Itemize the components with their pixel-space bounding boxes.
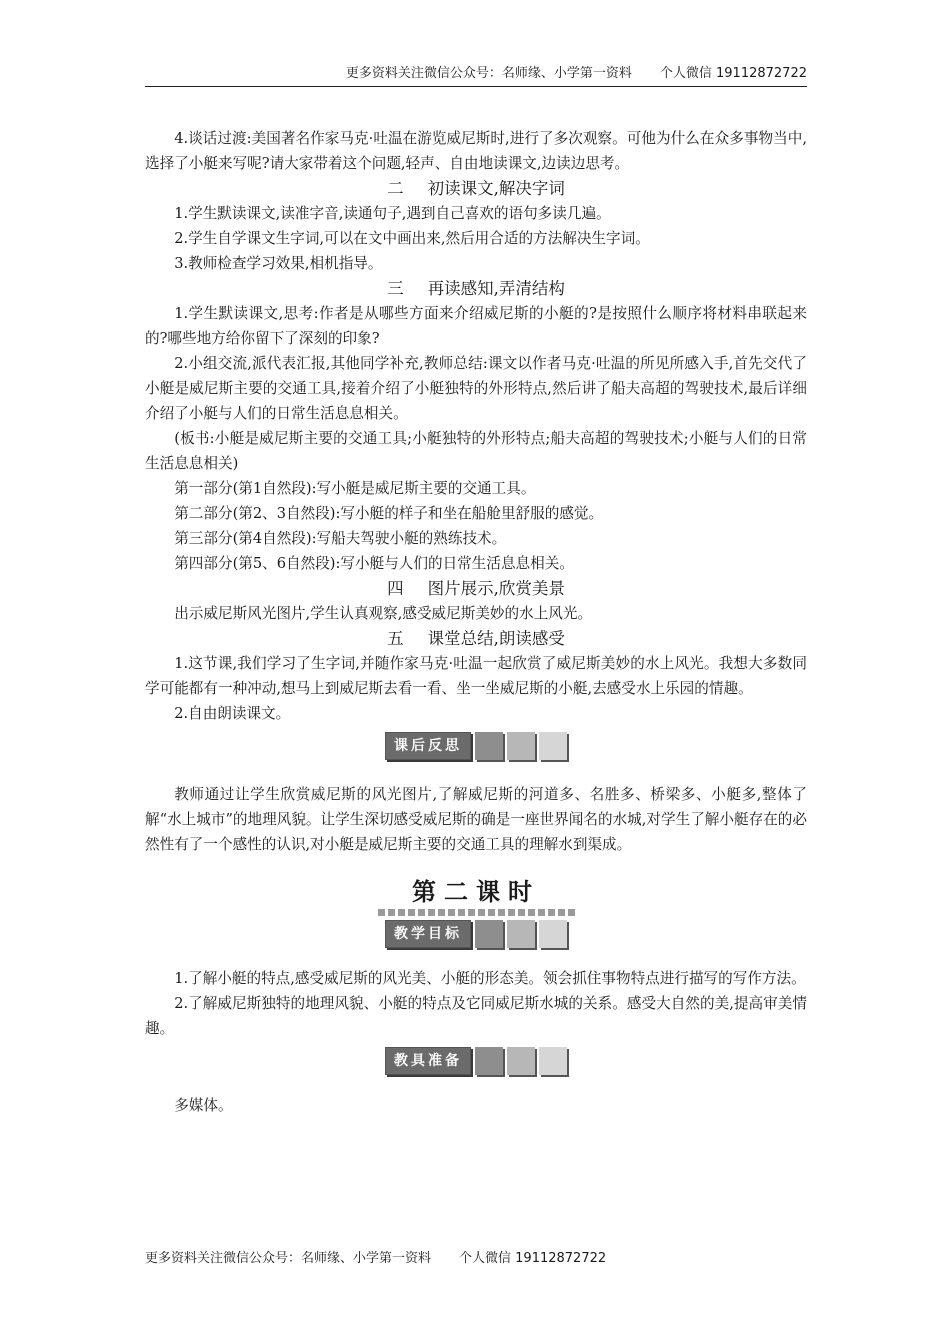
badge-square bbox=[475, 920, 503, 948]
paragraph: (板书:小艇是威尼斯主要的交通工具;小艇独特的外形特点;船夫高超的驾驶技术;小艇与人们的日常生活息息相关) bbox=[145, 430, 807, 472]
decorative-dots bbox=[145, 909, 807, 916]
lesson-title bbox=[145, 877, 807, 916]
header-wechat: 个人微信 19112872722 bbox=[659, 66, 807, 81]
paragraph: 1.学生默读课文,思考:作者是从哪些方面来介绍威尼斯的小艇的?是按照什么顺序将材料串联起来的?哪些地方给你留下了深刻的印象? bbox=[145, 305, 807, 347]
reflection-badge bbox=[145, 732, 807, 760]
paragraph: 2.小组交流,派代表汇报,其他同学补充,教师总结:课文以作者马克·吐温的所见所感入手,首先交代了小艇是威尼斯主要的交通工具,接着介绍了小艇独特的外形特点,然后讲了船夫高超的驾驶技术,最后详细介绍了小艇与人们的日常生活息息相关。 bbox=[145, 355, 807, 422]
badge-label: 教学目标 bbox=[385, 920, 471, 948]
paragraph: 出示威尼斯风光图片,学生认真观察,感受威尼斯美妙的水上风光。 bbox=[174, 605, 593, 622]
tools-badge bbox=[145, 1047, 807, 1075]
paragraph: 第二部分(第2、3自然段):写小艇的样子和坐在船舱里舒服的感觉。 bbox=[174, 505, 604, 522]
paragraph: 1.这节课,我们学习了生字词,并随作家马克·吐温一起欣赏了威尼斯美妙的水上风光。我想大多数同学可能都有一种冲动,想马上到威尼斯去看一看、坐一坐威尼斯的小艇,去感受水上乐园的情趣。 bbox=[145, 655, 807, 697]
footer-text: 更多资料关注微信公众号：名师缘、小学第一资料 bbox=[145, 1251, 432, 1266]
paragraph: 4.谈话过渡:美国著名作家马克·吐温在游览威尼斯时,进行了多次观察。可他为什么在众多事物当中,选择了小艇来写呢?请大家带着这个问题,轻声、自由地读课文,边读边思考。 bbox=[145, 130, 807, 172]
badge-square bbox=[475, 732, 503, 760]
paragraph: 1.学生默读课文,读准字音,读通句子,遇到自己喜欢的语句多读几遍。 bbox=[174, 205, 611, 222]
paragraph: 第一部分(第1自然段):写小艇是威尼斯主要的交通工具。 bbox=[174, 480, 536, 497]
badge-square bbox=[475, 1047, 503, 1075]
paragraph: 3.教师检查学习效果,相机指导。 bbox=[174, 255, 383, 272]
paragraph: 2.自由朗读课文。 bbox=[174, 705, 291, 722]
badge-label: 课后反思 bbox=[385, 732, 471, 760]
page-header bbox=[145, 64, 807, 87]
paragraph: 第三部分(第4自然段):写船夫驾驶小艇的熟练技术。 bbox=[174, 530, 507, 547]
paragraph: 2.了解威尼斯独特的地理风貌、小艇的特点及它同威尼斯水城的关系。感受大自然的美,提高审美情趣。 bbox=[145, 995, 807, 1037]
badge-label: 教具准备 bbox=[385, 1047, 471, 1075]
section-heading: 二 初读课文,解决字词 bbox=[387, 179, 565, 198]
paragraph: 1.了解小艇的特点,感受威尼斯的风光美、小艇的形态美。领会抓住事物特点进行描写的写作方法。 bbox=[174, 970, 806, 987]
paragraph: 第四部分(第5、6自然段):写小艇与人们的日常生活息息相关。 bbox=[174, 555, 574, 572]
page-content bbox=[145, 126, 807, 1118]
badge-square bbox=[507, 920, 535, 948]
badge-square bbox=[539, 732, 567, 760]
badge-square bbox=[539, 1047, 567, 1075]
page-footer bbox=[145, 1247, 606, 1266]
section-heading: 三 再读感知,弄清结构 bbox=[387, 279, 565, 298]
section-heading: 四 图片展示,欣赏美景 bbox=[387, 579, 565, 598]
section-heading: 五 课堂总结,朗读感受 bbox=[387, 629, 565, 648]
goals-badge bbox=[145, 920, 807, 948]
paragraph: 教师通过让学生欣赏威尼斯的风光图片,了解威尼斯的河道多、名胜多、桥梁多、小艇多,整体了解“水上城市”的地理风貌。让学生深切感受威尼斯的确是一座世界闻名的水城,对学生了解小艇存在的必然性有了一个感性的认识,对小艇是威尼斯主要的交通工具的理解水到渠成。 bbox=[145, 786, 807, 853]
lesson-title-text: 第二课时 bbox=[412, 878, 540, 906]
badge-square bbox=[507, 1047, 535, 1075]
footer-wechat: 个人微信 19112872722 bbox=[459, 1251, 607, 1266]
badge-square bbox=[539, 920, 567, 948]
paragraph: 2.学生自学课文生字词,可以在文中画出来,然后用合适的方法解决生字词。 bbox=[174, 230, 650, 247]
paragraph: 多媒体。 bbox=[174, 1097, 233, 1114]
header-text: 更多资料关注微信公众号：名师缘、小学第一资料 bbox=[345, 66, 632, 81]
badge-square bbox=[507, 732, 535, 760]
